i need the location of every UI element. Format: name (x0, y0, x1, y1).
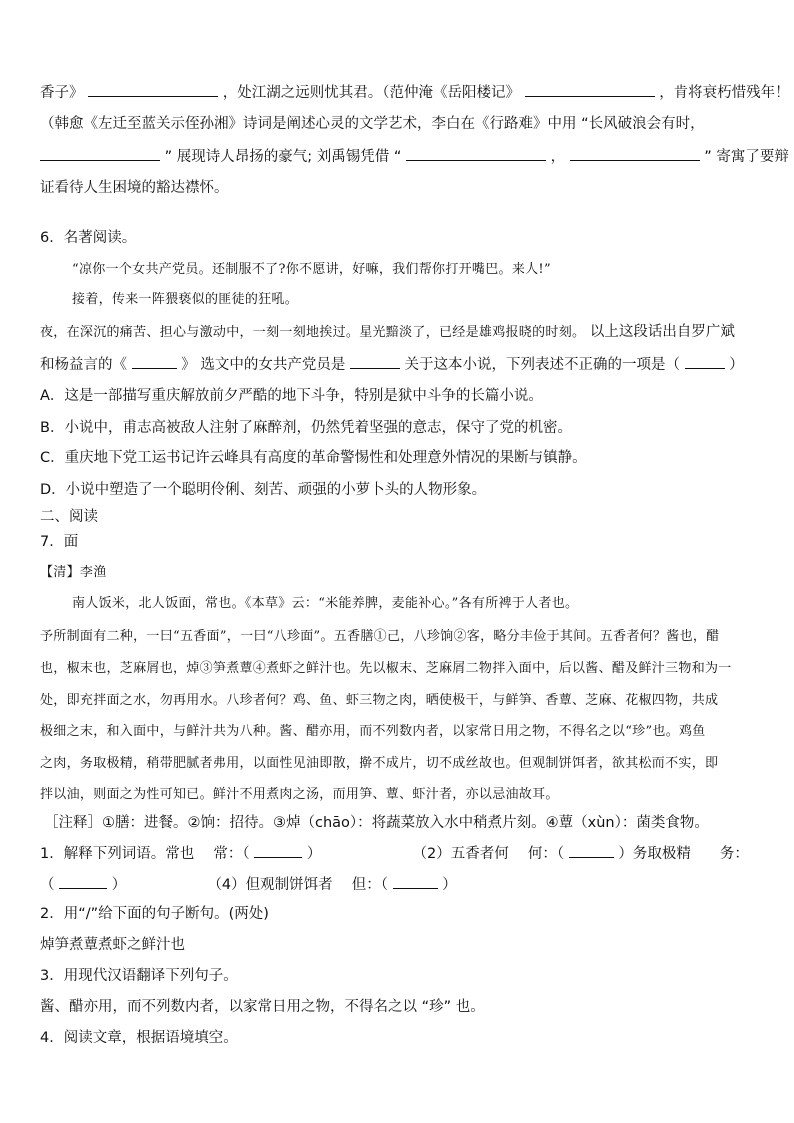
passage-line: 极细之末，和入面中，与鲜汁共为八种。酱、醋亦用，而不列数内者，以家常日用之物，不得名之以“珍”也。鸡鱼 (40, 724, 706, 739)
novel-text: 夜，在深沉的痛苦、担心与激动中，一刻一刻地挨过。星光黯淡了，已经是雄鸡报晓的时刻。 (40, 325, 586, 340)
question-text: 2．用“/”给下面的句子断句。(两处) (40, 906, 269, 922)
option-d: D．小说中塑造了一个聪明伶俐、刻苦、顽强的小萝卜头的人物形象。 (40, 482, 487, 498)
question-heading: 6．名著阅读。 (40, 230, 137, 246)
text-fragment: 香子》 (40, 85, 84, 101)
text-line (40, 114, 760, 134)
answer-blank[interactable] (350, 354, 400, 369)
answer-blank[interactable] (525, 82, 655, 97)
passage-line: 予所制面有二种，一曰“五香面”，一曰“八珍面”。五香膳①己，八珍饷②客，略分丰俭于其间。五香者何？酱也，醋 (40, 629, 720, 644)
answer-blank[interactable] (132, 354, 177, 369)
passage-line: 也，椒末也，芝麻屑也，焯③笋煮蕈④煮虾之鲜汁也。先以椒末、芝麻屑二物拌入面中，后以酱、醋及鲜汁三物和为一 (40, 661, 732, 676)
text-line (40, 178, 760, 198)
text-fragment: 》 选文中的女共产党员是 (181, 357, 346, 373)
answer-blank[interactable] (569, 843, 614, 858)
text-fragment: （ (40, 877, 55, 893)
text-fragment: 1．解释下列词语。常也 常：（ (40, 846, 250, 862)
answer-blank[interactable] (88, 82, 218, 97)
text-fragment: ） (729, 357, 744, 373)
text-fragment: 和杨益言的《 (40, 357, 127, 373)
text-fragment: ，肯将衰朽惜残年！ (659, 85, 790, 101)
passage-line: 处，即充拌面之水，勿再用水。八珍者何？鸡、鱼、虾三物之肉，晒使极干，与鲜笋、香蕈、芝麻、花椒四物，共成 (40, 693, 719, 708)
text-fragment: （2）五香者何 何：（ (412, 846, 565, 862)
option-a: A．这是一部描写重庆解放前夕严酷的地下斗争，特别是狱中斗争的长篇小说。 (40, 388, 543, 404)
novel-quote: “凉你一个女共产党员。还制服不了?你不愿讲，好嘛，我们帮你打开嘴巴。来人!” (72, 262, 551, 277)
text-line (40, 146, 789, 167)
notes: ［注释］①膳：进餐。②饷：招待。③焯（chāo）：将蔬菜放入水中稍煮片刻。④蕈（xùn）：菌类食物。 (44, 815, 709, 831)
text-line (40, 874, 760, 895)
text-fragment: ） (306, 846, 322, 862)
question-text: 3．用现代汉语翻译下列句子。 (40, 968, 238, 984)
answer-blank[interactable] (59, 874, 107, 889)
answer-blank[interactable] (685, 354, 725, 369)
answer-blank[interactable] (570, 146, 700, 161)
question-sentence: 焯笋煮蕈煮虾之鲜汁也 (40, 937, 185, 953)
answer-blank[interactable] (254, 843, 302, 858)
passage-line: 拌以油，则面之为性可知已。鲜汁不用煮肉之汤，而用笋、蕈、虾汁者，亦以忌油故耳。 (40, 787, 559, 802)
question-text: 4．阅读文章，根据语境填空。 (40, 1030, 238, 1046)
text-fragment: ） (442, 877, 457, 893)
section-heading: 二、阅读 (40, 509, 98, 525)
option-c: C．重庆地下党工运书记许云峰具有高度的革命警惕性和处理意外情况的果断与镇静。 (40, 450, 587, 466)
option-b: B．小说中，甫志高被敌人注射了麻醉剂，仍然凭着坚强的意志，保守了党的机密。 (40, 420, 572, 436)
text-fragment: ）务取极精 务： (618, 846, 749, 862)
text-fragment: ，处江湖之远则忧其君。（范仲淹《岳阳楼记》 (222, 85, 520, 101)
passage-line: 之肉，务取极精，稍带肥腻者弗用，以面性见油即散，擀不成片，切不成丝故也。但观制饼饵者，欲其松而不实，即 (40, 756, 719, 771)
text-fragment: ” 寄寓了要辩 (704, 149, 789, 165)
novel-text: 接着，传来一阵猥亵似的匪徒的狂吼。 (72, 292, 299, 307)
passage-line: 南人饭米，北人饭面，常也。《本草》云：“米能养脾，麦能补心。”各有所裨于人者也。 (72, 596, 579, 611)
answer-blank[interactable] (40, 146, 160, 161)
text-line (40, 354, 760, 375)
question-heading: 7．面 (40, 534, 79, 550)
author-line: 【清】李渔 (40, 565, 107, 580)
text-fragment: ） (111, 877, 127, 893)
answer-blank[interactable] (406, 146, 546, 161)
text-line (40, 82, 790, 103)
question-sentence: 酱、醋亦用，而不列数内者，以家常日用之物，不得名之以 “珍” 也。 (40, 999, 485, 1015)
answer-blank[interactable] (393, 874, 438, 889)
text-fragment: ， (550, 149, 566, 165)
text-fragment: 以上这段话出自罗广斌 (589, 324, 735, 340)
text-line (40, 843, 760, 864)
text-fragment: ” 展现诗人昂扬的豪气; 刘禹锡凭借 “ (164, 149, 402, 165)
text-fragment: （4）但观制饼饵者 但：（ (207, 877, 389, 893)
text-fragment: （韩愈《左迁至蓝关示侄孙湘》诗词是阐述心灵的文学艺术，李白在《行路难》中用 “长风破浪会有时， (40, 116, 705, 132)
text-fragment: 证看待人生困境的豁达襟怀。 (40, 180, 229, 196)
text-line (40, 322, 760, 343)
text-fragment: 关于这本小说，下列表述不正确的一项是（ (404, 357, 681, 373)
